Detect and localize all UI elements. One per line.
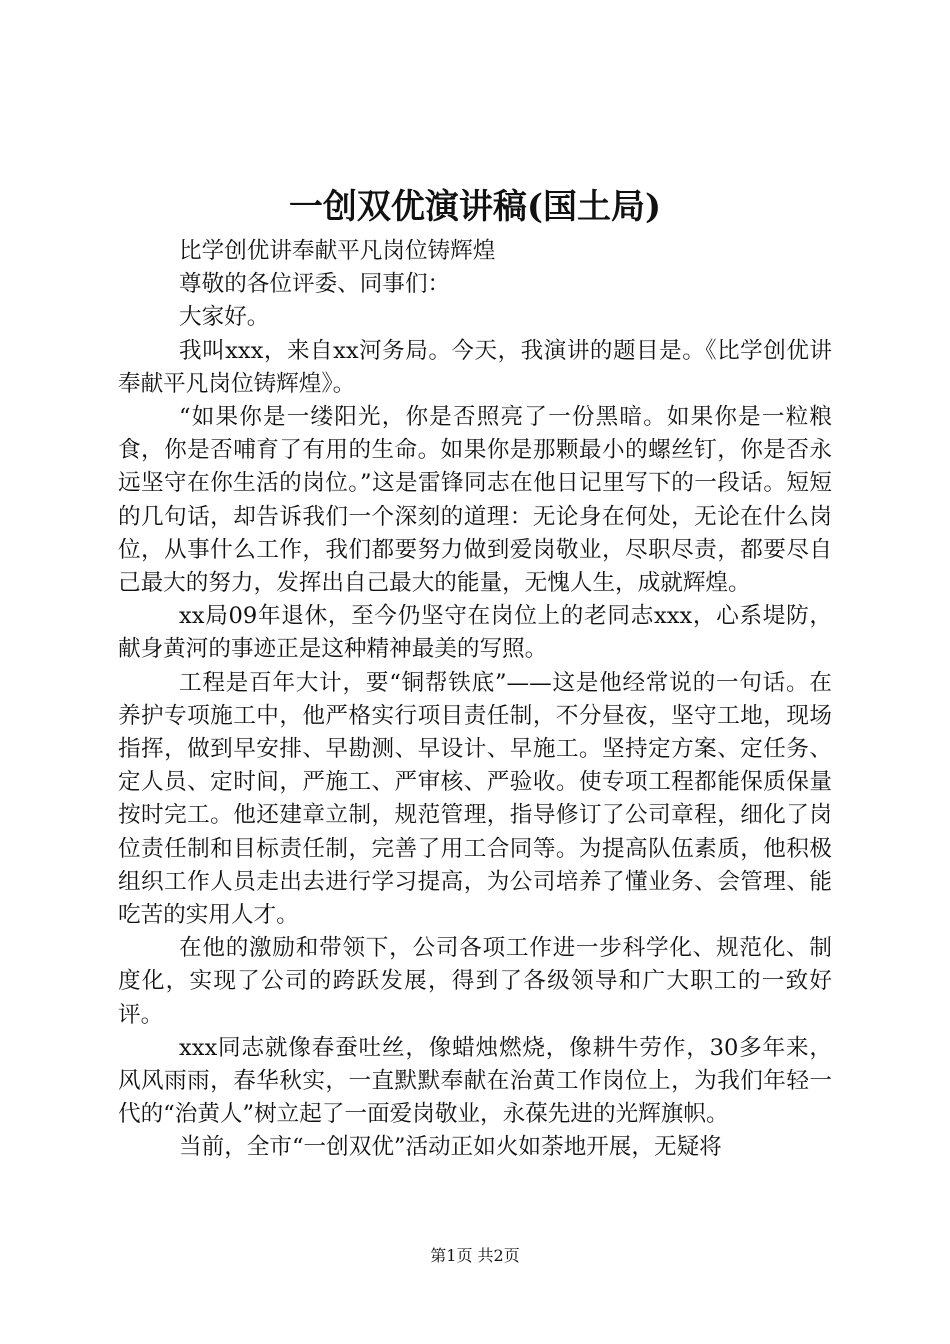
paragraph-current: 当前，全市“一创双优”活动正如火如荼地开展，无疑将 [179, 1134, 722, 1161]
paragraph-tribute: xxx同志就像春蚕吐丝，像蜡烛燃烧，像耕牛劳作，30多年来，风风雨雨，春华秋实，一直默默奉献在治黄工作岗位上，为我们年轻一代的“治黄人”树立起了一面爱岗敬业，永葆先进的光辉旗帜。 [118, 1034, 832, 1128]
paragraph-subtitle: 比学创优讲奉献平凡岗位铸辉煌 [179, 238, 496, 264]
paragraph-greeting: 大家好。 [179, 304, 270, 331]
paragraph-example: xx局09年退休，至今仍坚守在岗位上的老同志xxx，心系堤防，献身黄河的事迹正是这种精神最美的写照。 [118, 603, 832, 663]
paragraph-salutation: 尊敬的各位评委、同事们： [179, 271, 451, 298]
document-title: 一创双优演讲稿(国土局) [288, 187, 662, 227]
paragraph-achievement: 在他的激励和带领下，公司各项工作进一步科学化、规范化、制度化，实现了公司的跨跃发展，得到了各级领导和广大职工的一致好评。 [118, 935, 832, 1028]
paragraph-quote: “如果你是一缕阳光，你是否照亮了一份黑暗。如果你是一粒粮食，你是否哺育了有用的生命。如果你是那颗最小的螺丝钉，你是否永远坚守在你生活的岗位。”这是雷锋同志在他日记里写下的一段话。短短的几句话，却告诉我们一个深刻的道理：无论身在何处，无论在什么岗位，从事什么工作，我们都要努力做到爱岗敬业，尽职尽责，都要尽自己最大的努力，发挥出自己最大的能量，无愧人生，成就辉煌。 [118, 404, 832, 597]
document-body [118, 235, 832, 1165]
paragraph-intro: 我叫xxx，来自xx河务局。今天，我演讲的题目是。《比学创优讲奉献平凡岗位铸辉煌》。 [118, 337, 832, 397]
paragraph-engineering: 工程是百年大计，要“铜帮铁底”——这是他经常说的一句话。在养护专项施工中，他严格实行项目责任制，不分昼夜，坚守工地，现场指挥，做到早安排、早勘测、早设计、早施工。坚持定方案、定任务、定人员、定时间，严施工、严审核、严验收。使专项工程都能保质保量按时完工。他还建章立制，规范管理，指导修订了公司章程，细化了岗位责任制和目标责任制，完善了用工合同等。为提高队伍素质，他积极组织工作人员走出去进行学习提高，为公司培养了懂业务、会管理、能吃苦的实用人才。 [118, 669, 832, 929]
page-footer: 第1页 共2页 [430, 1246, 520, 1265]
